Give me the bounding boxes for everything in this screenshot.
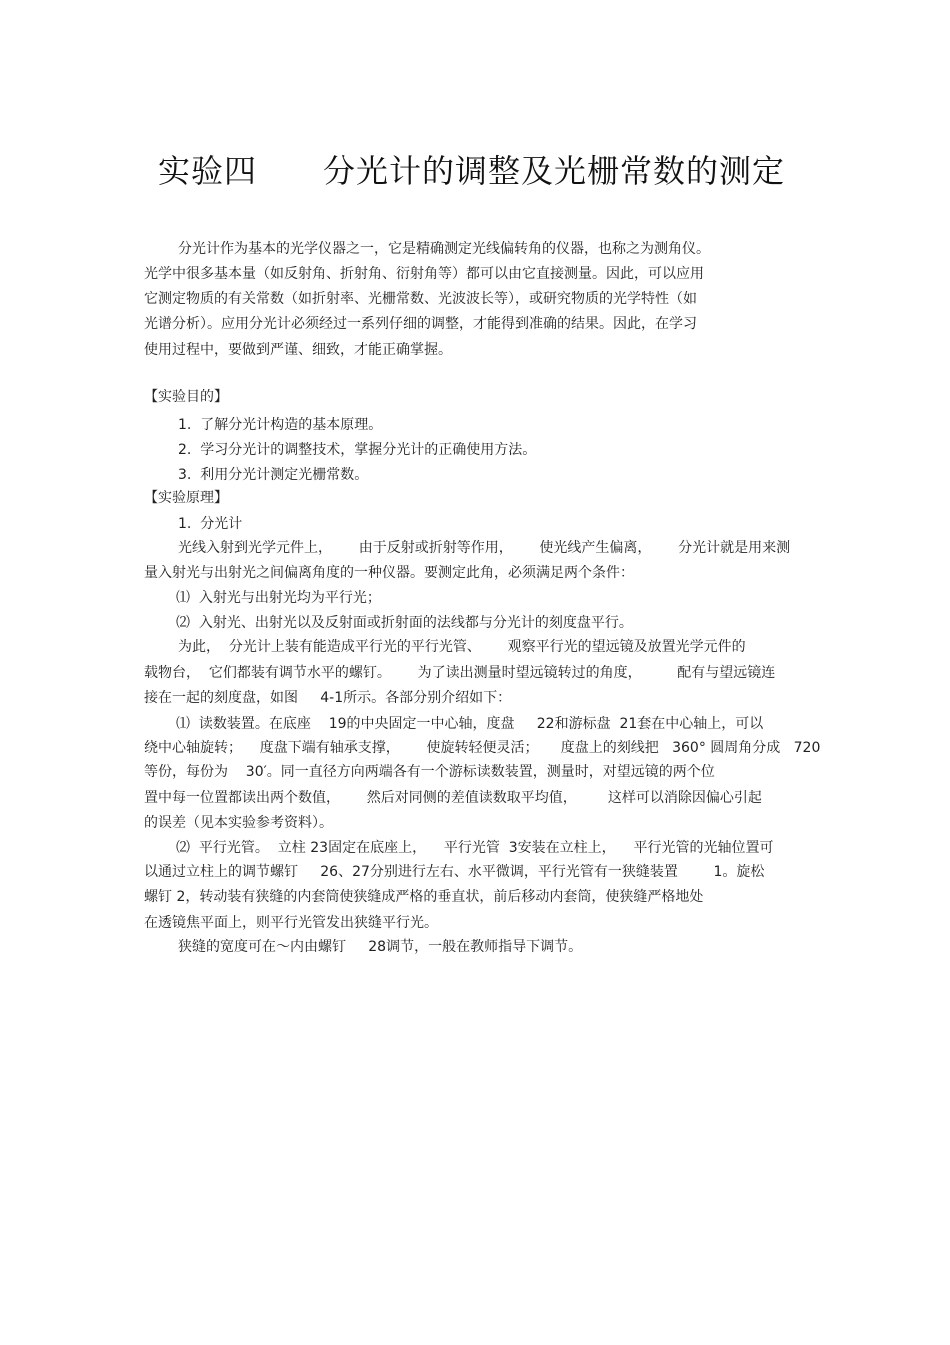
text-line: 的误差（见本实验参考资料）。 [144, 815, 333, 831]
text-line: 在透镜焦平面上，则平行光管发出狭缝平行光。 [144, 915, 438, 931]
text-line: 螺钉 2，转动装有狭缝的内套筒使狭缝成严格的垂直状，前后移动内套筒，使狭缝严格地处 [144, 889, 704, 905]
text-line: 以通过立柱上的调节螺钉 26、27分别进行左右、水平微调，平行光管有一狭缝装置 1。旋松 [144, 864, 765, 880]
text-line: 狭缝的宽度可在～内由螺钉 28调节，一般在教师指导下调节。 [178, 939, 583, 955]
text-line: ⑵ 入射光、出射光以及反射面或折射面的法线都与分光计的刻度盘平行。 [176, 615, 633, 631]
text-line: 量入射光与出射光之间偏离角度的一种仪器。要测定此角，必须满足两个条件： [144, 565, 634, 581]
text-line: 3. 利用分光计测定光栅常数。 [178, 467, 369, 483]
text-line: 分光计作为基本的光学仪器之一，它是精确测定光线偏转角的仪器，也称之为测角仪。 [178, 241, 710, 257]
text-line: 载物台， 它们都装有调节水平的螺钉。 为了读出测量时望远镜转过的角度， 配有与望远镜连 [144, 665, 776, 681]
text-line: 等份，每份为 30′。同一直径方向两端各有一个游标读数装置，测量时，对望远镜的两个位 [144, 764, 715, 780]
text-line: ⑵ 平行光管。 立柱 23固定在底座上， 平行光管 3安装在立柱上， 平行光管的光轴位置可 [176, 840, 774, 856]
text-line: 【实验目的】 [144, 389, 228, 405]
text-line: 它测定物质的有关常数（如折射率、光栅常数、光波波长等），或研究物质的光学特性（如 [144, 291, 697, 307]
text-line: 2. 学习分光计的调整技术，掌握分光计的正确使用方法。 [178, 442, 537, 458]
text-line: 接在一起的刻度盘，如图 4-1所示。各部分别介绍如下： [144, 690, 512, 706]
text-line: 为此， 分光计上装有能造成平行光的平行光管、 观察平行光的望远镜及放置光学元件的 [178, 639, 746, 655]
text-line: 1. 了解分光计构造的基本原理。 [178, 417, 383, 433]
text-line: 光线入射到光学元件上， 由于反射或折射等作用， 使光线产生偏离， 分光计就是用来测 [178, 540, 791, 556]
text-line: 光谱分析）。应用分光计必须经过一系列仔细的调整，才能得到准确的结果。因此，在学习 [144, 316, 697, 332]
text-line: 1. 分光计 [178, 516, 243, 532]
text-line: 【实验原理】 [144, 490, 228, 506]
text-line: 绕中心轴旋转； 度盘下端有轴承支撑， 使旋转轻便灵活； 度盘上的刻线把 360° 圆周角分成 720 [144, 740, 821, 756]
text-line: ⑴ 入射光与出射光均为平行光； [176, 590, 381, 606]
text-line: 光学中很多基本量（如反射角、折射角、衍射角等）都可以由它直接测量。因此，可以应用 [144, 266, 704, 282]
page-title: 实验四 分光计的调整及光栅常数的测定 [158, 152, 786, 190]
text-line: ⑴ 读数装置。在底座 19的中央固定一中心轴，度盘 22和游标盘 21套在中心轴上，可以 [176, 716, 764, 732]
text-line: 使用过程中，要做到严谨、细致，才能正确掌握。 [144, 342, 452, 358]
text-line: 置中每一位置都读出两个数值， 然后对同侧的差值读数取平均值， 这样可以消除因偏心引起 [144, 790, 762, 806]
